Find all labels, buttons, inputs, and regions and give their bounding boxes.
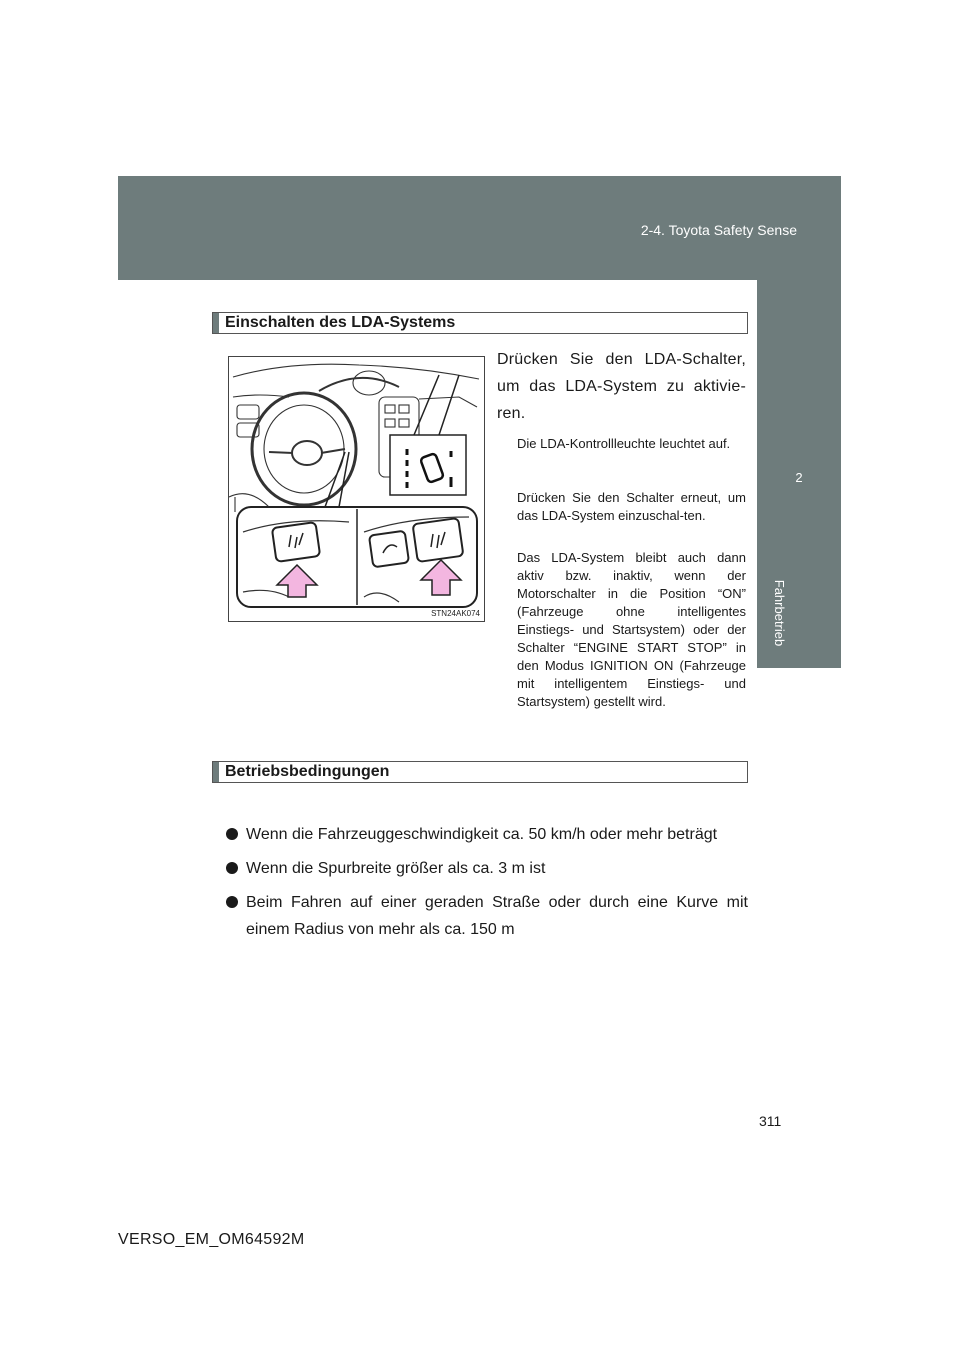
list-item-text: Wenn die Fahrzeuggeschwindigkeit ca. 50 km/h oder mehr beträgt [246,826,718,843]
list-item-text: Wenn die Spurbreite größer als ca. 3 m ist [246,860,546,877]
list-item-text: Beim Fahren auf einer geraden Straße oder durch eine Kurve mit einem Radius von mehr als ca. 150 m [246,894,748,938]
document-code: VERSO_EM_OM64592M [118,1231,305,1248]
chapter-tab [757,280,841,668]
dashboard-drawing [229,357,484,621]
figure-code: STN24AK074 [431,609,480,618]
lda-switch-left [272,522,320,562]
chapter-title: Fahrbetrieb [772,579,787,647]
header-band [118,176,841,280]
section-heading-conditions: Betriebsbedingungen [212,761,748,783]
section-heading-lda-activate: Einschalten des LDA-Systems [212,312,748,334]
list-item [226,855,748,882]
bullet-icon [226,828,238,840]
switch-other [369,531,409,568]
note-press-again: Drücken Sie den Schalter erneut, um das LDA-System einzuschal-ten. [517,490,746,523]
note-indicator: Die LDA-Kontrollleuchte leuchtet auf. [517,436,731,451]
section-title: 2-4. Toyota Safety Sense [640,222,797,238]
lda-switch-illustration [228,356,485,622]
list-item [226,821,748,848]
page-number: 311 [759,1113,782,1129]
list-item [226,889,748,943]
lda-switch-right [413,518,464,562]
bullet-icon [226,896,238,908]
bullet-icon [226,862,238,874]
instruction-text: Drücken Sie den LDA-Schalter, um das LDA-System zu aktivie-ren. [497,351,746,422]
chapter-number: 2 [795,470,803,485]
note-memory: Das LDA-System bleibt auch dann aktiv bzw. inaktiv, wenn der Motorschalter in die Position “ON” (Fahrzeuge ohne intelligentes Einstiegs- und Startsystem) oder der Schalter “ENGINE START STOP” in den Modus IGNITION ON (Fahrzeuge mit intelligentem Einstiegs- und Startsystem) gestellt wird. [517,550,746,709]
